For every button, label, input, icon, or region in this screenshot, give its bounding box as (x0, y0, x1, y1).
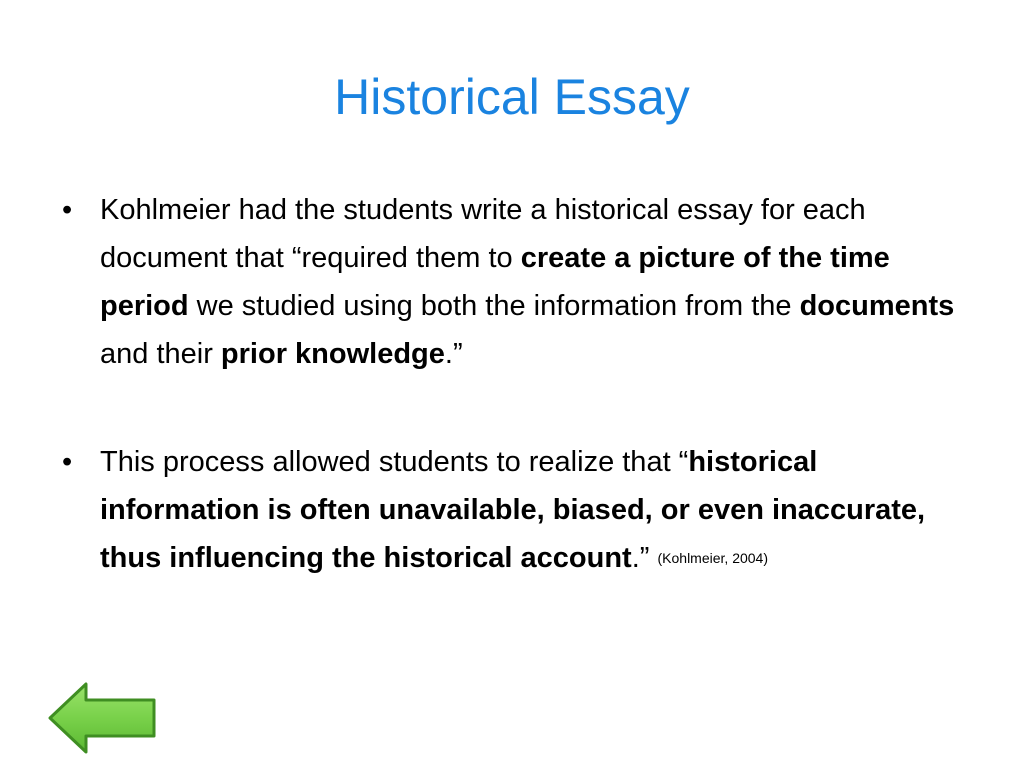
bullet-2-text-1: This process allowed students to realize that “ (100, 446, 689, 478)
bullet-1-bold-3: prior knowledge (220, 338, 445, 370)
bullet-1-text-2: we studied using both the information from the (188, 290, 800, 322)
slide-title: Historical Essay (334, 69, 690, 125)
bullet-1-bold-2: documents (799, 290, 955, 322)
bullet-2-text-2: .” (631, 542, 658, 574)
slide-body (62, 186, 972, 586)
left-arrow-icon (48, 682, 158, 754)
bullet-1-text-3: and their (100, 338, 221, 370)
bullet-icon: • (62, 194, 73, 226)
bullet-item-1 (62, 186, 972, 378)
bullet-1-text-4: .” (444, 338, 463, 370)
bullet-item-2 (62, 438, 972, 586)
bullet-1-text-1: Kohlmeier had the students write a historical essay for each document that “required them to (100, 194, 866, 274)
citation: (Kohlmeier, 2004) (657, 550, 769, 566)
bullet-1-bold-1: create a picture of the time period (100, 242, 890, 322)
back-button[interactable] (48, 682, 158, 754)
bullet-icon: • (62, 446, 73, 478)
bullet-2-bold-1: historical information is often unavailable, biased, or even inaccurate, thus influencing the historical account (100, 446, 926, 574)
